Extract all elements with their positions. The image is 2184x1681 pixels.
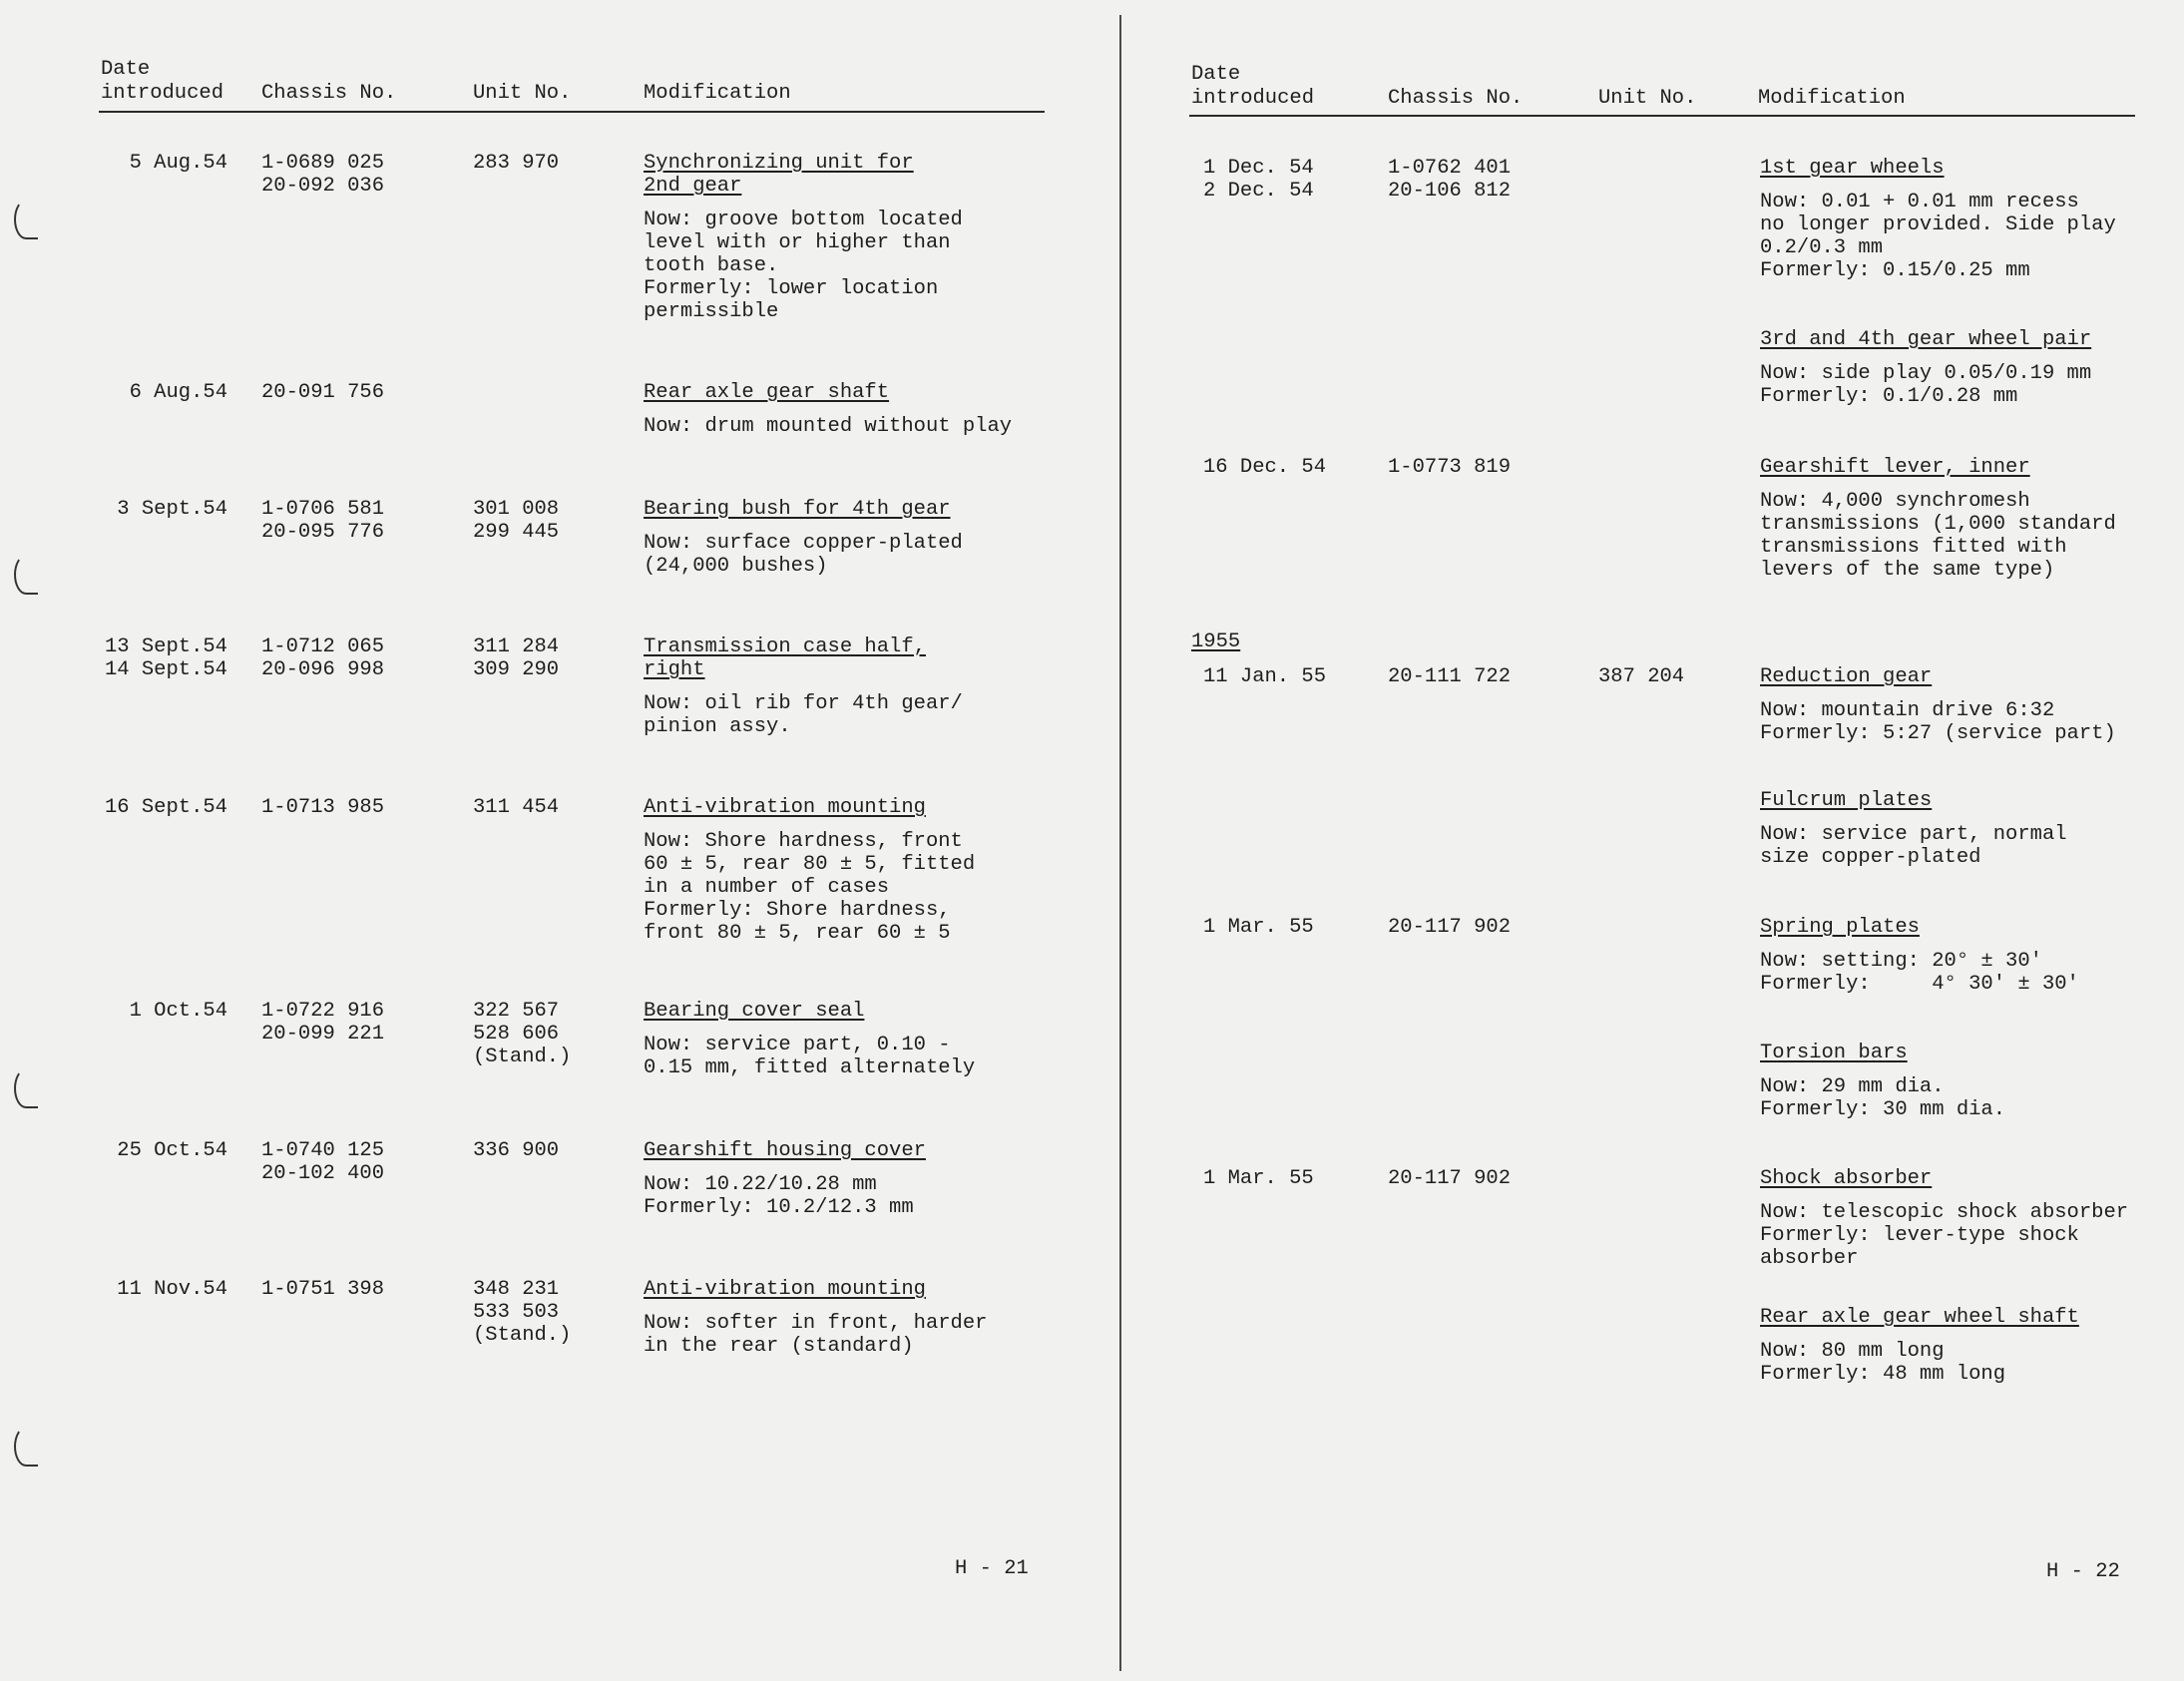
modification-details: Now: 80 mm long Formerly: 48 mm long — [1760, 1340, 2006, 1386]
modification-details: Now: 0.01 + 0.01 mm recess no longer provided. Side play 0.2/0.3 mm Formerly: 0.15/0.25 mm — [1760, 191, 2116, 282]
modification-title: 3rd and 4th gear wheel pair — [1760, 328, 2092, 351]
modification-details: Now: telescopic shock absorber Formerly: lever-type shock absorber — [1760, 1201, 2129, 1270]
modification — [1760, 456, 2116, 582]
unit-number: 387 204 — [1598, 665, 1685, 688]
modification — [1760, 1042, 2005, 1121]
modification — [644, 381, 1012, 438]
modification-title: 1st gear wheels — [1760, 157, 1945, 180]
unit-number: 311 284 309 290 — [473, 635, 560, 681]
chassis-number: 1-0751 398 — [261, 1278, 385, 1301]
date-introduced: 1 Oct.54 — [129, 1000, 227, 1023]
modification-details: Now: setting: 20° ± 30' Formerly: 4° 30' ± 30' — [1760, 950, 2079, 996]
date-introduced: 25 Oct.54 — [117, 1139, 227, 1162]
modification — [644, 796, 975, 945]
modification-title: Shock absorber — [1760, 1167, 1933, 1190]
header-date-line2: introduced — [1191, 87, 1315, 110]
chassis-number: 1-0712 065 20-096 998 — [261, 635, 385, 681]
modification-title: Bearing cover seal — [644, 1000, 865, 1023]
chassis-number: 20-111 722 — [1388, 665, 1512, 688]
unit-number: 336 900 — [473, 1139, 560, 1162]
modification-title: Transmission case half, right — [644, 635, 926, 681]
chassis-number: 20-117 902 — [1388, 1167, 1512, 1190]
chassis-number: 1-0722 916 20-099 221 — [261, 1000, 385, 1046]
right-page — [1121, 0, 2184, 1681]
date-introduced: 3 Sept.54 — [117, 498, 227, 521]
modification-details: Now: 10.22/10.28 mm Formerly: 10.2/12.3 mm — [644, 1173, 914, 1219]
modification-title: Synchronizing unit for 2nd gear — [644, 152, 914, 198]
date-introduced: 5 Aug.54 — [129, 152, 227, 175]
unit-number: 283 970 — [473, 152, 560, 175]
modification — [644, 1139, 926, 1219]
modification-details: Now: surface copper-plated (24,000 bushes) — [644, 532, 963, 578]
modification — [1760, 665, 2116, 745]
header-chassis: Chassis No. — [261, 82, 397, 105]
modification-details: Now: 4,000 synchromesh transmissions (1,000 standard transmissions fitted with levers of the same type) — [1760, 490, 2116, 582]
header-unit: Unit No. — [1598, 87, 1697, 110]
modification-title: Bearing bush for 4th gear — [644, 498, 951, 521]
chassis-number: 20-117 902 — [1388, 916, 1512, 939]
header-modification: Modification — [644, 82, 791, 105]
modification-title: Rear axle gear wheel shaft — [1760, 1306, 2079, 1329]
binder-hole-mark — [14, 555, 38, 595]
chassis-number: 1-0689 025 20-092 036 — [261, 152, 385, 198]
modification — [644, 152, 963, 323]
modification-details: Now: drum mounted without play — [644, 415, 1013, 438]
modification-title: Anti-vibration mounting — [644, 1278, 926, 1301]
binder-hole-mark — [14, 1427, 38, 1467]
chassis-number: 20-091 756 — [261, 381, 385, 404]
modification — [644, 498, 963, 578]
date-introduced: 11 Jan. 55 — [1203, 665, 1327, 688]
modification — [1760, 1167, 2128, 1270]
header-modification: Modification — [1758, 87, 1906, 110]
modification-title: Reduction gear — [1760, 665, 1933, 688]
page-number: H - 22 — [2046, 1560, 2120, 1583]
modification — [1760, 789, 2067, 869]
year-label: 1955 — [1191, 630, 1241, 653]
modification-title: Gearshift housing cover — [644, 1139, 926, 1162]
date-introduced: 16 Sept.54 — [104, 796, 227, 819]
modification-title: Anti-vibration mounting — [644, 796, 926, 819]
unit-number: 348 231 533 503 (Stand.) — [473, 1278, 572, 1347]
modification-details: Now: side play 0.05/0.19 mm Formerly: 0.1/0.28 mm — [1760, 362, 2092, 408]
modification — [644, 635, 963, 738]
modification-details: Now: groove bottom located level with or higher than tooth base. Formerly: lower location permissible — [644, 209, 963, 323]
header-chassis: Chassis No. — [1388, 87, 1524, 110]
binder-hole-mark — [14, 1068, 38, 1108]
modification-details: Now: 29 mm dia. Formerly: 30 mm dia. — [1760, 1075, 2006, 1121]
chassis-number: 1-0713 985 — [261, 796, 385, 819]
modification-details: Now: mountain drive 6:32 Formerly: 5:27 (service part) — [1760, 699, 2116, 745]
modification — [1760, 157, 2116, 282]
modification-title: Fulcrum plates — [1760, 789, 1933, 812]
header-date-line1: Date — [101, 58, 151, 81]
modification-details: Now: softer in front, harder in the rear (standard) — [644, 1312, 988, 1358]
chassis-number: 1-0706 581 20-095 776 — [261, 498, 385, 544]
chassis-number: 1-0773 819 — [1388, 456, 1512, 479]
date-introduced: 1 Mar. 55 — [1203, 916, 1314, 939]
modification — [644, 1000, 975, 1079]
modification-title: Spring plates — [1760, 916, 1920, 939]
modification-details: Now: Shore hardness, front 60 ± 5, rear 80 ± 5, fitted in a number of cases Formerly: Shore hardness, front 80 ± 5, rear 60 ± 5 — [644, 830, 976, 945]
binder-hole-mark — [14, 200, 38, 239]
chassis-number: 1-0762 401 20-106 812 — [1388, 157, 1512, 203]
header-date-line2: introduced — [101, 82, 224, 105]
date-introduced: 11 Nov.54 — [117, 1278, 227, 1301]
modification-title: Rear axle gear shaft — [644, 381, 890, 404]
modification-details: Now: oil rib for 4th gear/ pinion assy. — [644, 692, 963, 738]
chassis-number: 1-0740 125 20-102 400 — [261, 1139, 385, 1185]
date-introduced: 6 Aug.54 — [129, 381, 227, 404]
unit-number: 301 008 299 445 — [473, 498, 560, 544]
date-introduced: 1 Mar. 55 — [1203, 1167, 1314, 1190]
date-introduced: 1 Dec. 54 2 Dec. 54 — [1203, 157, 1314, 203]
header-date-line1: Date — [1191, 63, 1241, 86]
date-introduced: 16 Dec. 54 — [1203, 456, 1327, 479]
header-rule — [1189, 115, 2135, 117]
modification — [1760, 328, 2091, 408]
date-introduced: 13 Sept.54 14 Sept.54 — [104, 635, 227, 681]
unit-number: 311 454 — [473, 796, 560, 819]
modification-title: Gearshift lever, inner — [1760, 456, 2030, 479]
modification-details: Now: service part, normal size copper-plated — [1760, 823, 2067, 869]
page-number: H - 21 — [955, 1557, 1029, 1580]
modification-title: Torsion bars — [1760, 1042, 1908, 1064]
modification-details: Now: service part, 0.10 - 0.15 mm, fitted alternately — [644, 1034, 976, 1079]
header-rule — [99, 111, 1045, 113]
modification — [644, 1278, 987, 1358]
modification — [1760, 916, 2079, 996]
unit-number: 322 567 528 606 (Stand.) — [473, 1000, 572, 1068]
modification — [1760, 1306, 2079, 1386]
header-unit: Unit No. — [473, 82, 572, 105]
